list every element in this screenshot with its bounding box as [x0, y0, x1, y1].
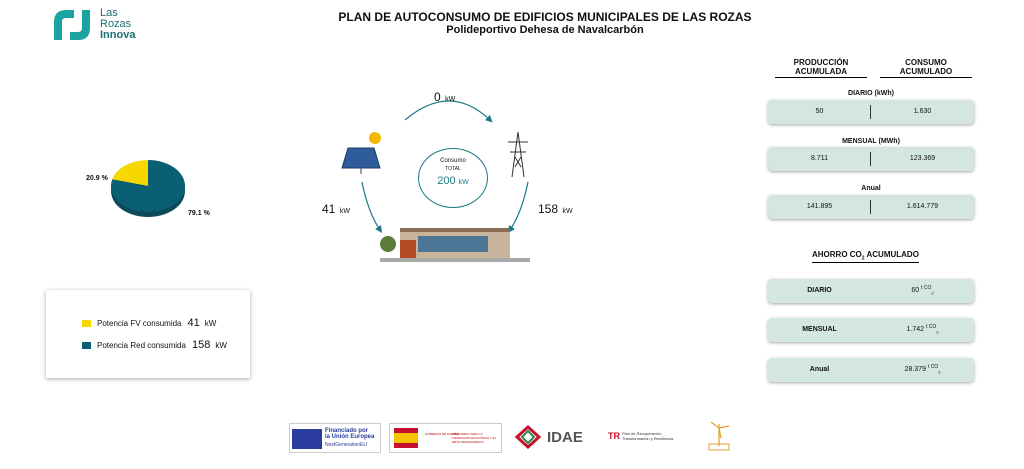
legend-item-fv: Potencia FV consumida 41 kW [82, 317, 216, 329]
flow-left: 41 kW [322, 202, 350, 216]
prtr-mark-icon: TR [608, 431, 620, 441]
solar-panel-icon [342, 132, 381, 174]
total-consumption-circle: Consumo TOTAL 200 kW [418, 148, 488, 208]
sports-center-building-icon [380, 228, 530, 262]
arrow-solar-to-building [362, 182, 380, 230]
logo-text: Las Rozas Innova [100, 7, 136, 41]
pie-label-fv: 20.9 % [86, 175, 108, 182]
legend-swatch-fv [82, 320, 91, 327]
spain-shield-icon [394, 428, 418, 448]
header-consumo: CONSUMO ACUMULADO [880, 58, 972, 78]
page-title: PLAN DE AUTOCONSUMO DE EDIFICIOS MUNICIPALES DE LAS ROZAS [338, 10, 752, 24]
consumption-pie-chart [108, 158, 188, 218]
pill-diario: 50 1.630 [768, 100, 974, 124]
header-produccion: PRODUCCIÓN ACUMULADA [775, 58, 867, 78]
flow-top: 0 kW [434, 90, 456, 104]
pie-label-red: 79.1 % [188, 210, 210, 217]
power-tower-icon [508, 132, 528, 177]
idae-logo: IDAE [511, 423, 596, 451]
pill-ahorro-anual: Anual 28.379 $^{t CO}_2$ [768, 358, 974, 382]
pill-anual: 141.895 1.614.779 [768, 195, 974, 219]
flow-right: 158 kW [538, 202, 573, 216]
section-label-diario: DIARIO (kWh) [848, 90, 894, 97]
legend-item-red: Potencia Red consumida 158 kW [82, 339, 227, 351]
pill-ahorro-diario: DIARIO 60 $^{t CO}_2$ [768, 279, 974, 303]
prtr-logo: TR Plan de Recuperación, Transformación y Resiliencia [608, 431, 674, 441]
idae-mark-icon [513, 425, 543, 449]
legend-swatch-red [82, 342, 91, 349]
pill-mensual: 8.711 123.369 [768, 147, 974, 171]
gobierno-espana-logo: GOBIERNO DE ESPAÑA MINISTERIO PARA LA TRANSICIÓN ECOLÓGICA Y EL RETO DEMOGRÁFICO [389, 423, 502, 453]
wind-solar-icon [703, 420, 735, 454]
section-label-anual: Anual [861, 185, 881, 192]
power-legend-card [46, 290, 250, 378]
eu-flag-icon [292, 429, 322, 449]
pill-ahorro-mensual: MENSUAL 1.742 $^{t CO}_2$ [768, 318, 974, 342]
page-subtitle: Polideportivo Dehesa de Navalcarbón [446, 24, 644, 36]
arrow-grid-to-building [510, 182, 528, 230]
section-label-mensual: MENSUAL (MWh) [842, 138, 900, 145]
eu-funding-logo: Financiado por la Unión Europea NextGenerationEU [289, 423, 381, 453]
ahorro-co2-title: AHORRO $CO_2$ ACUMULADO [812, 250, 919, 262]
